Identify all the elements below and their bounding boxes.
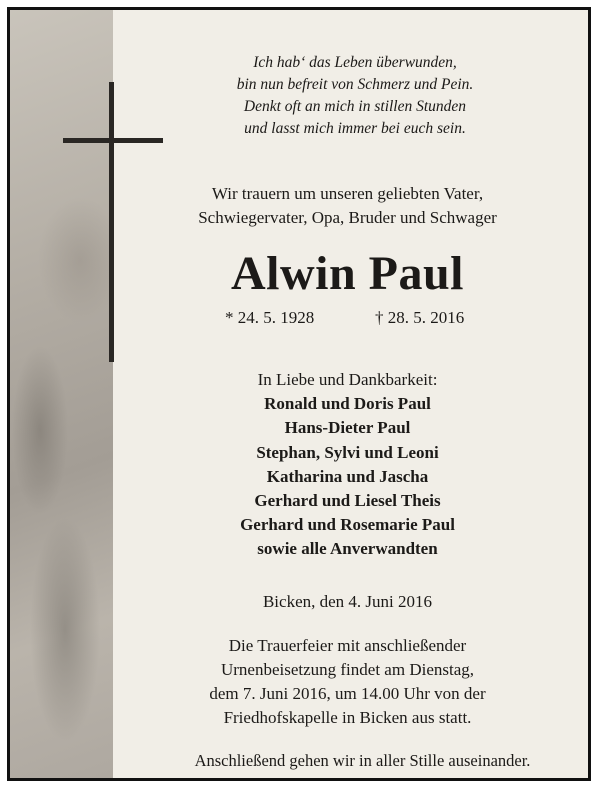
mourner-entry: Ronald und Doris Paul: [264, 394, 431, 414]
poem: [160, 52, 550, 140]
intro-line: Schwiegervater, Opa, Bruder und Schwager: [198, 208, 497, 227]
funeral-line: dem 7. Juni 2016, um 14.00 Uhr von der: [209, 684, 486, 703]
intro-line: Wir trauern um unseren geliebten Vater,: [211, 184, 484, 203]
death-date: † 28. 5. 2016: [375, 308, 465, 327]
obituary-notice: [7, 7, 591, 781]
funeral-line: Die Trauerfeier mit anschließender: [228, 636, 467, 655]
birth-date: * 24. 5. 1928: [225, 308, 315, 327]
mourner-entry: Gerhard und Rosemarie Paul: [240, 515, 455, 535]
mourner-entry: Stephan, Sylvi und Leoni: [256, 442, 439, 462]
funeral-info: [135, 634, 560, 730]
deceased-name: Alwin Paul: [230, 247, 465, 300]
mourners-heading: In Liebe und Dankbarkeit:: [257, 370, 438, 389]
marble-stone-strip: [10, 10, 113, 778]
mourners-list: [135, 368, 560, 562]
poem-line: und lasst mich immer bei euch sein.: [244, 120, 466, 137]
cross-icon-vertical: [109, 82, 114, 362]
place-and-date: Bicken, den 4. Juni 2016: [262, 592, 433, 611]
poem-line: bin nun befreit von Schmerz und Pein.: [236, 76, 474, 93]
closing-line: Anschließend gehen wir in aller Stille auseinander.: [194, 751, 531, 770]
mourner-entry: Katharina und Jascha: [266, 466, 429, 486]
mourner-entry: Gerhard und Liesel Theis: [254, 491, 441, 511]
poem-line: Denkt oft an mich in stillen Stunden: [243, 98, 467, 115]
funeral-line: Urnenbeisetzung findet am Dienstag,: [220, 660, 475, 679]
mourner-entry: sowie alle Anverwandten: [257, 539, 438, 559]
funeral-line: Friedhofskapelle in Bicken aus statt.: [223, 708, 472, 727]
cross-icon-horizontal: [63, 138, 163, 143]
poem-line: Ich hab‘ das Leben überwunden,: [253, 54, 457, 71]
mourning-intro: [135, 182, 560, 230]
mourner-entry: Hans-Dieter Paul: [284, 418, 411, 438]
